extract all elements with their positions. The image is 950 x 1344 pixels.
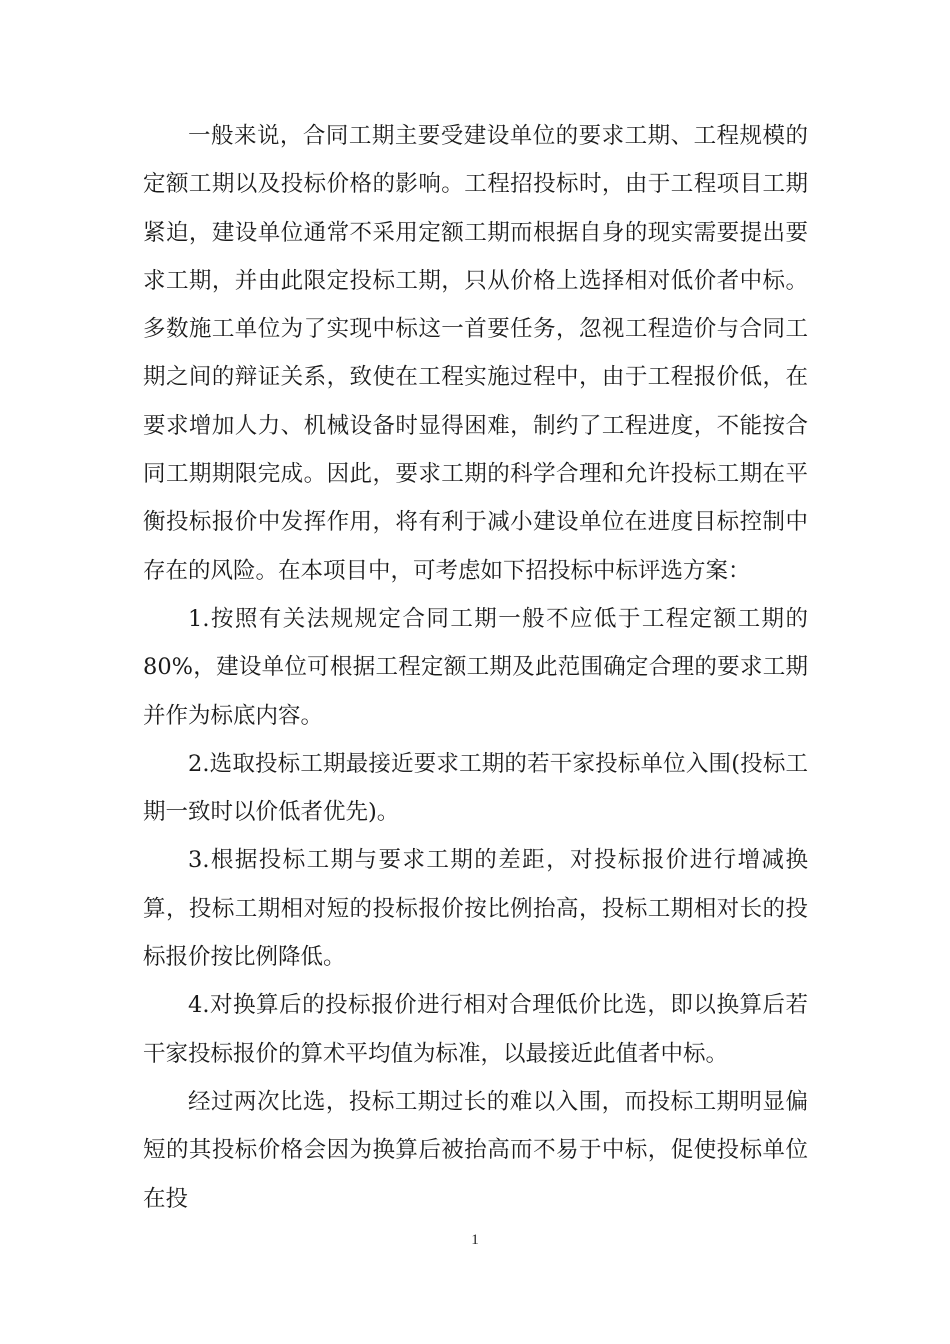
paragraph-item-2: 2.选取投标工期最接近要求工期的若干家投标单位入围(投标工期一致时以价低者优先)。 (143, 750, 808, 826)
paragraph-item-1: 1.按照有关法规规定合同工期一般不应低于工程定额工期的80%，建设单位可根据工程定额工期及此范围确定合理的要求工期并作为标底内容。 (143, 605, 808, 729)
paragraph-conclusion: 经过两次比选，投标工期过长的难以入围，而投标工期明显偏短的其投标价格会因为换算后被抬高而不易于中标，促使投标单位在投 (143, 1088, 808, 1212)
paragraph-item-3: 3.根据投标工期与要求工期的差距，对投标报价进行增减换算，投标工期相对短的投标报价按比例抬高，投标工期相对长的投标报价按比例降低。 (143, 847, 808, 971)
paragraph-item-4: 4.对换算后的投标报价进行相对合理低价比选，即以换算后若干家投标报价的算术平均值为标准，以最接近此值者中标。 (143, 992, 808, 1067)
paragraph-intro: 一般来说，合同工期主要受建设单位的要求工期、工程规模的定额工期以及投标价格的影响。工程招投标时，由于工程项目工期紧迫，建设单位通常不采用定额工期而根据自身的现实需要提出要求工期，并由此限定投标工期，只从价格上选择相对低价者中标。多数施工单位为了实现中标这一首要任务，忽视工程造价与合同工期之间的辩证关系，致使在工程实施过程中，由于工程报价低，在要求增加人力、机械设备时显得困难，制约了工程进度，不能按合同工期期限完成。因此，要求工期的科学合理和允许投标工期在平衡投标报价中发挥作用，将有利于减小建设单位在进度目标控制中存在的风险。在本项目中，可考虑如下招投标中标评选方案： (143, 123, 808, 584)
page-number: 1 (471, 1232, 479, 1248)
body-text (143, 112, 808, 1223)
